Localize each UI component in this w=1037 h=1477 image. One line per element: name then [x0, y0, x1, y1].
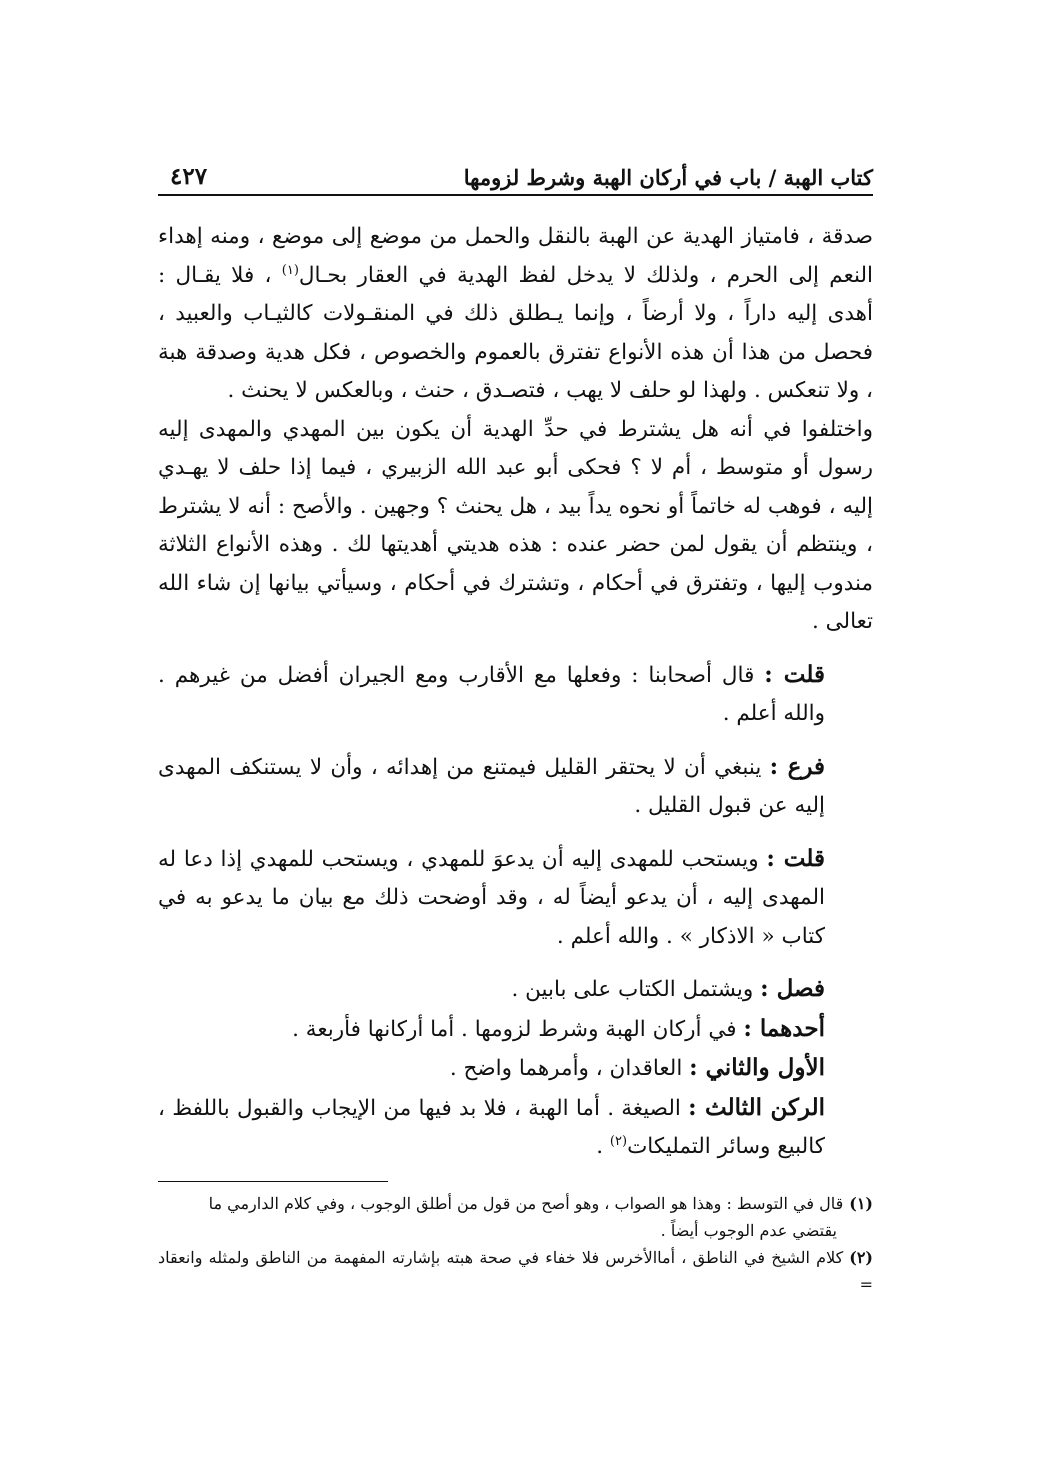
- paragraph-text: ينبغي أن لا يحتقر القليل فيمتنع من إهدائه ، وأن لا يستنكف المهدى إليه عن قبول القليل .: [158, 754, 825, 818]
- running-header: [158, 150, 873, 196]
- section-text: العاقدان ، وأمرهما واضح .: [449, 1056, 690, 1081]
- section-text: الصيغة . أما الهبة ، فلا بد فيها من الإيجاب والقبول باللفظ ، كالبيع وسائر التمليكات: [158, 1095, 825, 1159]
- footnote-ref-2: (٢): [609, 1133, 628, 1149]
- footnote-1: [158, 1190, 873, 1217]
- chapter-title: كتاب الهبة / باب في أركان الهبة وشرط لزومها: [463, 165, 873, 190]
- paragraph-qultu-1: [158, 656, 873, 734]
- section-text-tail: .: [596, 1134, 610, 1159]
- lead-word: الأول والثاني :: [689, 1054, 825, 1081]
- lead-word: فرع :: [769, 752, 826, 780]
- lead-word: قلت :: [766, 844, 825, 872]
- section-line-fasl: [158, 970, 873, 1010]
- book-page: [158, 150, 873, 1298]
- footnote-text: يقتضي عدم الوجوب أيضاً .: [660, 1220, 837, 1240]
- paragraph-text: واختلفوا في أنه هل يشترط في حدِّ الهدية أن يكون بين المهدي والمهدى إليه رسول أو متوسط ، أم لا ؟ فحكى أبو عبد الله الزبيري ، فيما إذا حلف لا يهـدي إليه ، فوهب له خاتماً أو نحوه يداً بيد ، هل يحنث ؟ وجهين . والأصح : أنه لا يشترط ، وينتظم أن يقول لمن حضر عنده : هذه هديتي أهديتها لك . وهذه الأنواع الثلاثة مندوب إليها ، وتفترق في أحكام ، وتشترك في أحكام ، وسيأتي بيانها إن شاء الله تعالى .: [158, 416, 873, 634]
- section-text: في أركان الهبة وشرط لزومها . أما أركانها فأربعة .: [292, 1016, 744, 1042]
- footnote-number: (١): [849, 1193, 873, 1213]
- lead-word: قلت :: [764, 660, 825, 688]
- paragraph-text: ، فلا يقـال : أهدى إليه داراً ، ولا أرضاً ، وإنما يـطلق ذلك في المنقـولات كالثيـاب والعبيد ، فحصل من هذا أن هذه الأنواع تفترق بالعموم والخصوص ، فكل هدية وصدقة هبة ، ولا تنعكس . ولهذا لو حلف لا يهب ، فتصـدق ، حنث ، وبالعكس لا يحنث .: [158, 262, 873, 403]
- main-text: [158, 218, 873, 1167]
- paragraph-disagreement: [158, 411, 873, 642]
- section-line-first: [158, 1010, 873, 1050]
- footnote-text: قال في التوسط : وهذا هو الصواب ، وهو أصح من قول من أطلق الوجوب ، وفي كلام الدارمي ما: [208, 1193, 844, 1213]
- paragraph-far: [158, 748, 873, 826]
- paragraph-hiba-distinction: [158, 218, 873, 411]
- lead-word: الركن الثالث :: [688, 1093, 825, 1121]
- section-line-pillars: [158, 1049, 873, 1089]
- footnote-ref-1: (١): [281, 262, 299, 278]
- page-number: ٤٢٧: [170, 163, 208, 190]
- paragraph-text: قال أصحابنا : وفعلها مع الأقارب ومع الجيران أفضل من غيرهم . والله أعلم .: [158, 662, 825, 726]
- paragraph-qultu-2: [158, 840, 873, 957]
- footnote-divider: [158, 1181, 388, 1182]
- footnote-2: [158, 1244, 873, 1298]
- paragraph-text: صدقة ، فامتياز الهدية عن الهبة بالنقل والحمل من موضع إلى موضع ، ومنه إهداء النعم إلى الحرم ، ولذلك لا يدخل لفظ الهدية في العقار بحـال: [158, 224, 873, 288]
- footnote-number: (٢): [849, 1247, 873, 1267]
- section-text: ويشتمل الكتاب على بابين .: [511, 977, 761, 1002]
- lead-word: فصل :: [760, 975, 825, 1002]
- paragraph-text: ويستحب للمهدى إليه أن يدعوَ للمهدي ، ويستحب للمهدي إذا دعا له المهدى إليه ، أن يدعو أيضاً له ، وقد أوضحت ذلك مع بيان ما يدعو به في كتاب « الاذكار » . والله أعلم .: [158, 846, 825, 949]
- section-line-third-pillar: [158, 1089, 873, 1167]
- lead-word: أحدهما :: [743, 1014, 825, 1042]
- footnote-text: كلام الشيخ في الناطق ، أماالأخرس فلا خفاء في صحة هبته بإشارته المفهمة من الناطق ولمثله وانعقاد =: [158, 1247, 873, 1294]
- footnotes: [158, 1190, 873, 1298]
- footnote-1-continued: [158, 1217, 873, 1244]
